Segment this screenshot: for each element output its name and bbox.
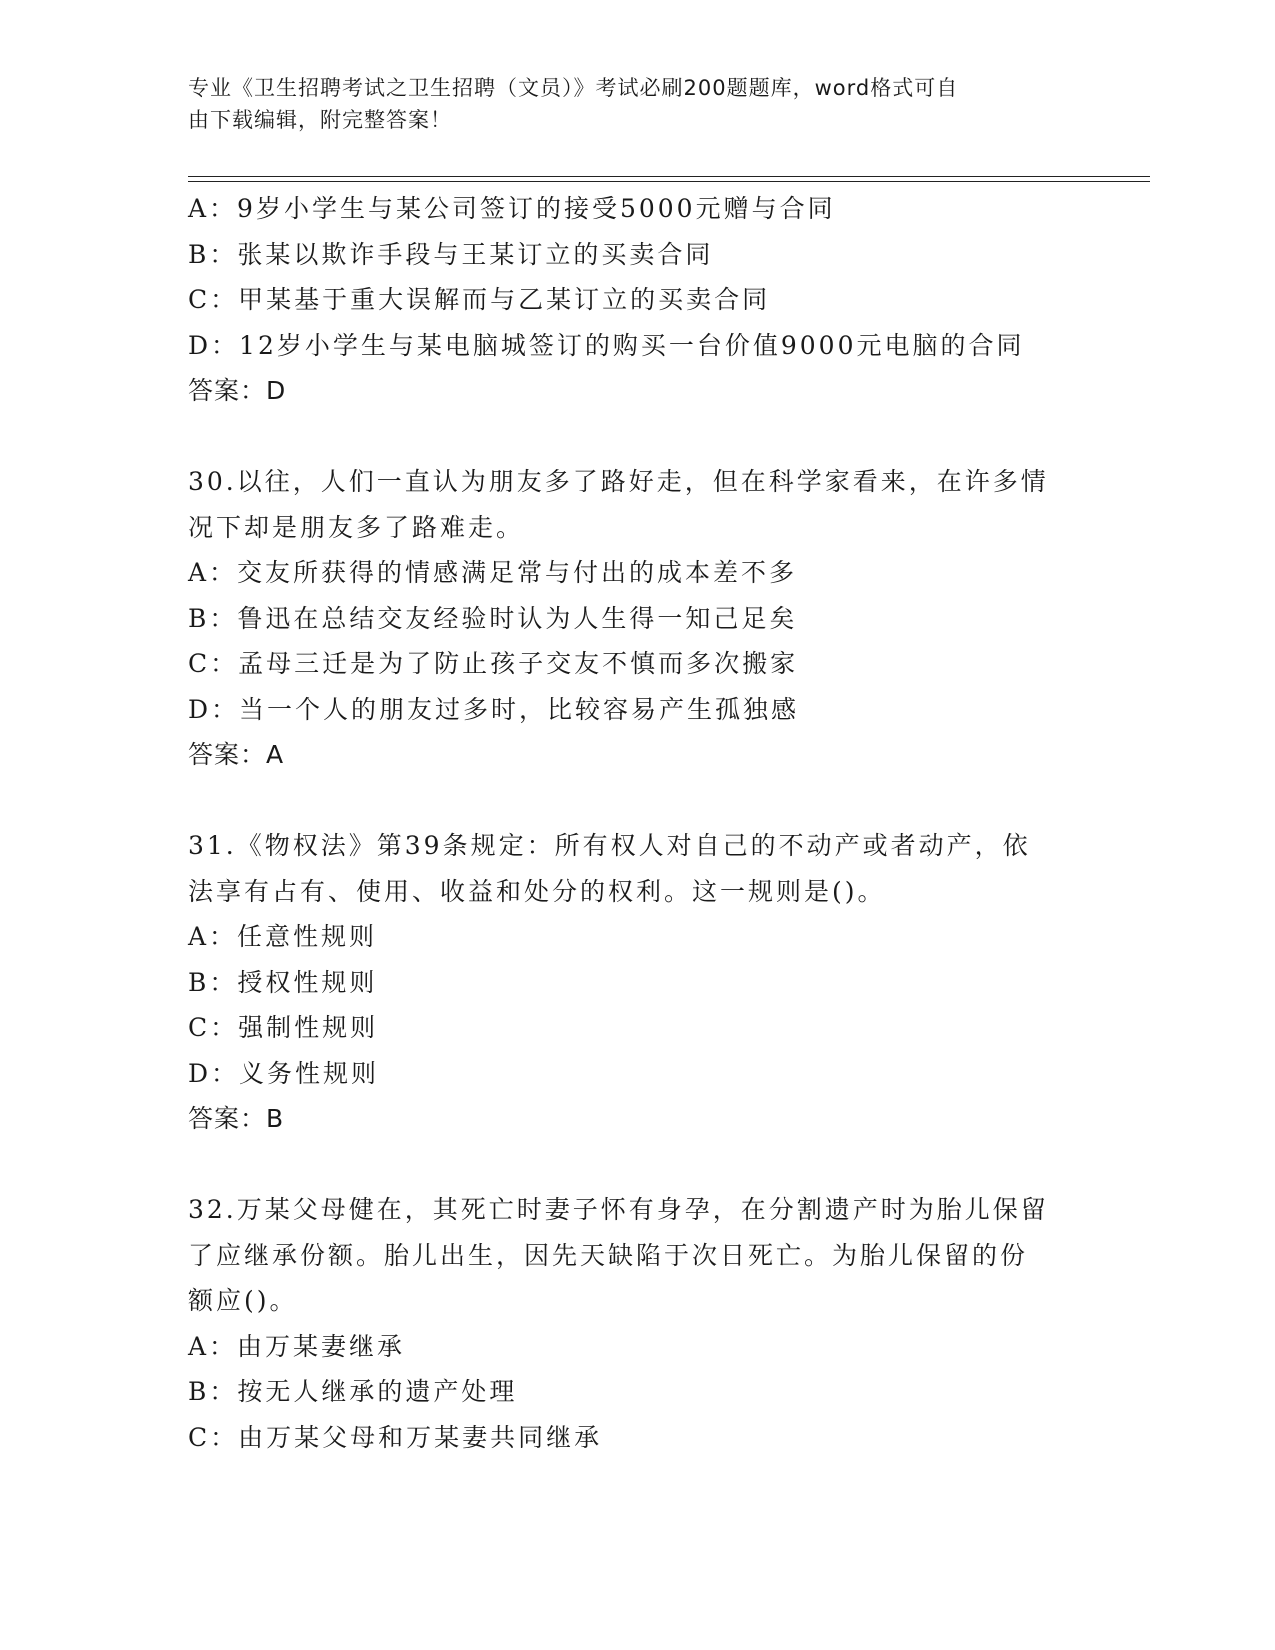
spacer <box>188 414 1088 460</box>
question-text-line: 30.以往，人们一直认为朋友多了路好走，但在科学家看来，在许多情 <box>188 467 1049 496</box>
option-b: B：鲁迅在总结交友经验时认为人生得一知己足矣 <box>188 603 798 633</box>
option-d: D：12岁小学生与某电脑城签订的购买一台价值9000元电脑的合同 <box>188 330 1025 360</box>
option-b: B：授权性规则 <box>188 967 378 997</box>
option-a: A：由万某妻继承 <box>188 1331 406 1361</box>
option-b: B：按无人继承的遗产处理 <box>188 1377 518 1406</box>
document-header <box>188 72 1068 136</box>
question-30 <box>188 459 1088 778</box>
option-a: A：交友所获得的情感满足常与付出的成本差不多 <box>188 558 798 587</box>
question-text-line: 法享有占有、使用、收益和处分的权利。这一规则是()。 <box>188 876 886 906</box>
spacer <box>188 778 1088 824</box>
question-text-line: 31.《物权法》第39条规定：所有权人对自己的不动产或者动产，依 <box>188 831 1031 860</box>
answer-label: 答案：B <box>188 1104 285 1133</box>
header-line-1: 专业《卫生招聘考试之卫生招聘（文员）》考试必刷200题题库，word格式可自 <box>188 76 959 100</box>
option-c: C：强制性规则 <box>188 1013 379 1042</box>
option-d: D：义务性规则 <box>188 1058 380 1088</box>
question-32 <box>188 1187 1088 1460</box>
question-text-line: 了应继承份额。胎儿出生，因先天缺陷于次日死亡。为胎儿保留的份 <box>188 1240 1029 1270</box>
question-list <box>188 186 1088 1460</box>
header-line-2: 由下载编辑，附完整答案！ <box>188 108 452 132</box>
header-divider <box>188 176 1150 182</box>
question-text-line: 况下却是朋友多了路难走。 <box>188 512 525 542</box>
question-31 <box>188 823 1088 1142</box>
answer-label: 答案：D <box>188 376 287 405</box>
spacer <box>188 1142 1088 1188</box>
question-text-line: 额应()。 <box>188 1286 298 1315</box>
option-c: C：由万某父母和万某妻共同继承 <box>188 1422 603 1452</box>
option-a: A：9岁小学生与某公司签订的接受5000元赠与合同 <box>188 194 836 223</box>
option-c: C：甲某基于重大误解而与乙某订立的买卖合同 <box>188 285 771 314</box>
option-a: A：任意性规则 <box>188 922 378 951</box>
question-text-line: 32.万某父母健在，其死亡时妻子怀有身孕，在分割遗产时为胎儿保留 <box>188 1195 1049 1224</box>
option-c: C：孟母三迁是为了防止孩子交友不慎而多次搬家 <box>188 649 799 678</box>
option-d: D：当一个人的朋友过多时，比较容易产生孤独感 <box>188 694 800 724</box>
answer-label: 答案：A <box>188 740 285 769</box>
question-29 <box>188 186 1088 414</box>
option-b: B：张某以欺诈手段与王某订立的买卖合同 <box>188 239 714 269</box>
